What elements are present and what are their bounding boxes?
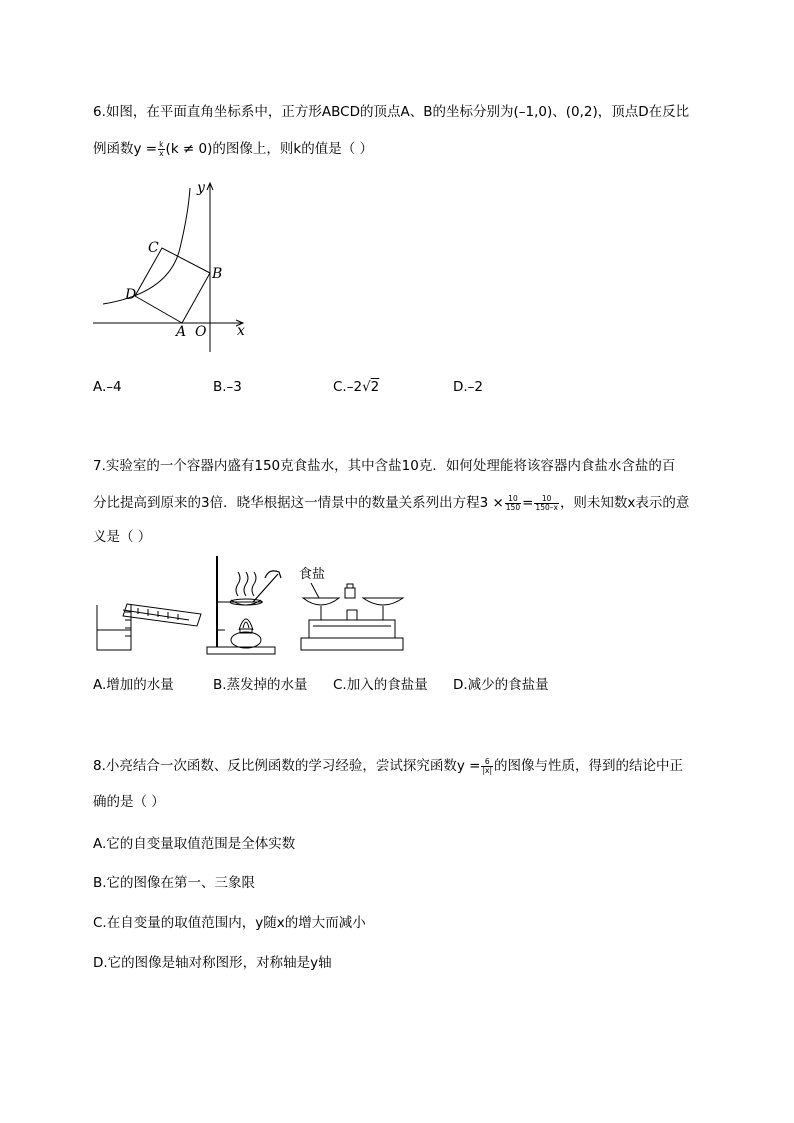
q7-line2-prefix: 分比提高到原来的3倍．晓华根据这一情景中的数量关系列出方程3 × [93, 495, 504, 511]
beaker-icon [97, 605, 131, 650]
q8-line1-prefix: 8.小亮结合一次函数、反比例函数的学习经验，尝试探究函数y = [93, 758, 481, 774]
ring-stand-icon [207, 556, 275, 654]
q6-option-c-radicand: 2 [370, 379, 380, 395]
stir-hand-icon [265, 571, 281, 578]
q6-option-c[interactable] [333, 379, 379, 395]
q6-label-o: O [195, 324, 207, 340]
q6-stem-line1: 6.如图，在平面直角坐标系中，正方形ABCD的顶点A、B的坐标分别为(–1,0)、(0,2)，顶点D在反比 [93, 104, 690, 120]
q7-fraction-2 [534, 495, 559, 512]
balance-scale-icon [301, 583, 403, 650]
glass-rod-icon [253, 574, 278, 602]
q6-option-c-text: C.–2 [333, 379, 363, 395]
q8-option-b[interactable]: B.它的图像在第一、三象限 [93, 875, 256, 891]
q7-fraction-1 [505, 495, 521, 512]
q7-option-d[interactable]: D.减少的食盐量 [453, 677, 549, 693]
q6-func-prefix: 例函数y = [93, 141, 158, 157]
q7-lab-illustration [93, 550, 405, 660]
q6-option-d[interactable]: D.–2 [453, 379, 484, 395]
q8-option-d[interactable]: D.它的图像是轴对称图形，对称轴是y轴 [93, 955, 332, 971]
q7-option-a[interactable]: A.增加的水量 [93, 677, 174, 693]
q6-label-y: y [197, 180, 205, 196]
q6-label-d: D [125, 287, 137, 303]
q8-line1-suffix: 的图像与性质，得到的结论中正 [493, 758, 683, 774]
q7-fraction-2-den: 150–x [535, 502, 558, 512]
q6-option-b[interactable]: B.–3 [213, 379, 242, 395]
sqrt-icon: √ [362, 379, 371, 395]
q6-fraction [158, 141, 164, 158]
q7-fraction-1-den: 150 [505, 502, 521, 512]
q6-fraction-num: k [159, 139, 164, 149]
q6-label-x: x [237, 323, 245, 339]
q7-fraction-1-num: 10 [505, 495, 521, 504]
q7-option-c[interactable]: C.加入的食盐量 [333, 677, 428, 693]
q8-fraction [481, 758, 493, 775]
q8-stem-line1 [93, 757, 683, 775]
alcohol-burner-icon [231, 619, 261, 648]
q8-option-c[interactable]: C.在自变量的取值范围内，y随x的增大而减小 [93, 915, 366, 931]
q6-func-suffix: (k ≠ 0)的图像上，则k的值是（ ） [165, 141, 373, 157]
q6-label-a: A [176, 324, 187, 340]
q7-option-b[interactable]: B.蒸发掉的水量 [213, 677, 308, 693]
q7-equals: = [522, 495, 534, 511]
q6-coordinate-figure [90, 178, 255, 356]
q8-fraction-num: 6 [481, 758, 493, 767]
q6-option-a[interactable]: A.–4 [93, 379, 122, 395]
q7-line2-suffix: ，则未知数x表示的意 [559, 495, 690, 511]
q6-fraction-den: x [159, 148, 164, 158]
q6-square-abcd [135, 248, 210, 323]
salt-label: 食盐 [299, 567, 326, 582]
q6-stem-line2 [93, 140, 373, 158]
q8-fraction-den: |x| [482, 765, 492, 775]
q8-option-a[interactable]: A.它的自变量取值范围是全体实数 [93, 836, 296, 852]
q8-stem-line2: 确的是（ ） [93, 794, 165, 810]
q6-label-b: B [212, 266, 223, 282]
q7-stem-line2 [93, 494, 689, 512]
graduated-cylinder-icon [123, 604, 201, 626]
q7-fraction-2-num: 10 [534, 495, 559, 504]
q6-hyperbola-curve [103, 188, 190, 304]
q7-stem-line3: 义是（ ） [93, 529, 152, 545]
q7-stem-line1: 7.实验室的一个容器内盛有150克食盐水，其中含盐10克．如何处理能将该容器内食盐水含盐的百 [93, 458, 676, 474]
q6-label-c: C [148, 240, 159, 256]
